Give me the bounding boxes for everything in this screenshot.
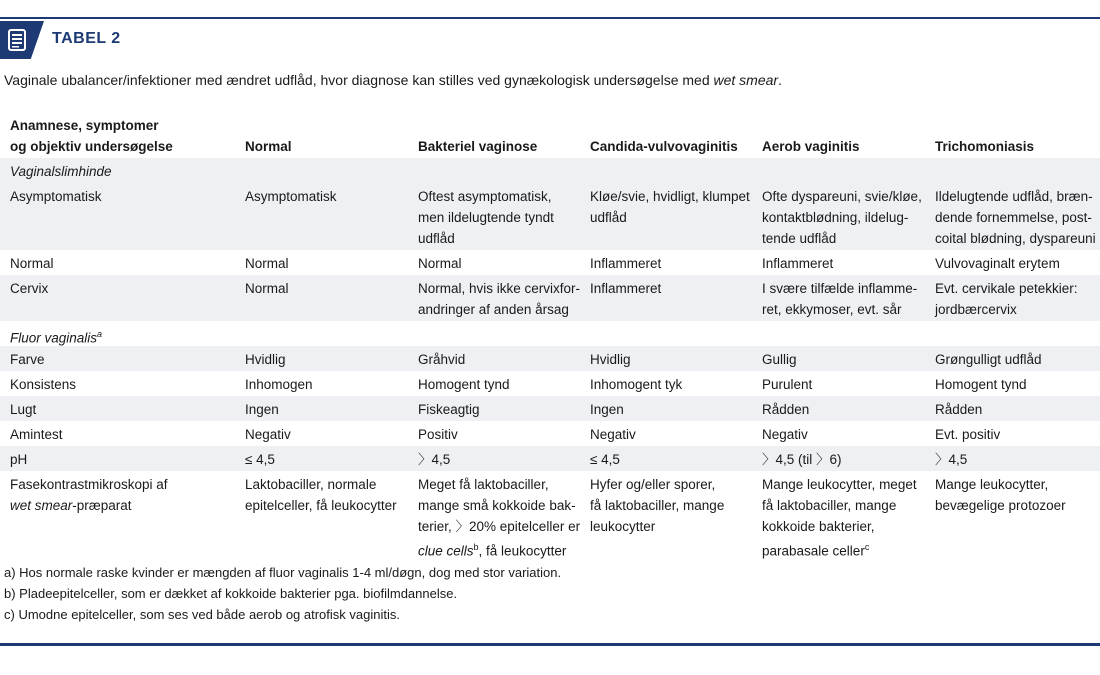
header-col-normal: Normal xyxy=(245,139,292,154)
cell xyxy=(590,471,755,537)
table-row-asymptomatisk xyxy=(0,183,1100,250)
section-label: Vaginalslimhinde xyxy=(10,164,112,179)
cell: Vulvovaginalt erytem xyxy=(935,256,1060,271)
table-row-ph xyxy=(0,446,1100,471)
section-label-text: Fluor vaginalis xyxy=(10,330,98,346)
cell-line: Mange leukocytter, meget xyxy=(762,477,917,492)
top-rule xyxy=(0,17,1100,19)
cell: Ingen xyxy=(590,402,624,417)
cell: 〉4,5 (til 〉6) xyxy=(762,452,842,467)
cell-line: Ildelugtende udflåd, bræn- xyxy=(935,189,1093,204)
footnote-marker: a xyxy=(97,329,103,339)
cell xyxy=(762,471,927,562)
header-col-anamnese-line: og objektiv undersøgelse xyxy=(10,139,173,154)
footnote-marker: c xyxy=(864,542,870,552)
row-label: Normal xyxy=(10,256,54,271)
cell-line: Evt. cervikale petekkier: xyxy=(935,281,1078,296)
document-list-icon xyxy=(0,21,44,59)
cell: Grøngulligt udflåd xyxy=(935,352,1042,367)
row-label xyxy=(10,471,235,516)
cell-line xyxy=(418,537,583,562)
header-col-candida: Candida-vulvovaginitis xyxy=(590,139,738,154)
footnotes xyxy=(4,562,561,625)
text: , få leukocytter xyxy=(478,543,567,559)
cell: Negativ xyxy=(245,427,291,442)
header-col-bv: Bakteriel vaginose xyxy=(418,139,538,154)
cell: Homogent tynd xyxy=(935,377,1027,392)
table-header-bar xyxy=(0,21,1100,59)
text: parabasale celler xyxy=(762,543,865,559)
row-label: Cervix xyxy=(10,281,49,296)
section-row-vaginalslimhinde xyxy=(0,158,1100,183)
cell-line: Kløe/svie, hvidligt, klumpet xyxy=(590,189,750,204)
cell: Fiskeagtig xyxy=(418,402,480,417)
caption-text: Vaginale ubalancer/infektioner med ændret udflåd, hvor diagnose kan stilles ved gynækologisk undersøgelse med xyxy=(4,72,714,88)
cell: Negativ xyxy=(762,427,808,442)
header-col-trich: Trichomoniasis xyxy=(935,139,1035,154)
cell: 〉4,5 xyxy=(418,452,451,467)
cell: Purulent xyxy=(762,377,813,392)
cell-line: leukocytter xyxy=(590,519,656,534)
text: -præparat xyxy=(72,498,132,513)
cell: Inflammeret xyxy=(762,256,834,271)
cell xyxy=(935,471,1100,516)
cell-line: mange små kokkoide bak- xyxy=(418,498,576,513)
cell xyxy=(935,275,1100,320)
footnote-a: a) Hos normale raske kvinder er mængden af fluor vaginalis 1-4 ml/døgn, dog med stor variation. xyxy=(4,565,562,580)
cell: Negativ xyxy=(590,427,636,442)
table-title: TABEL 2 xyxy=(52,30,121,47)
cell-line: Ofte dyspareuni, svie/kløe, xyxy=(762,189,922,204)
cell-line: få laktobaciller, mange xyxy=(590,498,725,513)
cell: Evt. positiv xyxy=(935,427,1001,442)
row-label-line xyxy=(10,495,235,516)
section-label xyxy=(10,321,235,349)
bottom-rule xyxy=(0,643,1100,646)
cell: Ingen xyxy=(245,402,279,417)
cell: ≤ 4,5 xyxy=(590,452,620,467)
cell-line: Laktobaciller, normale xyxy=(245,477,377,492)
cell-line: udflåd xyxy=(590,210,627,225)
cell: Inhomogent tyk xyxy=(590,377,683,392)
row-label: Asymptomatisk xyxy=(10,189,102,204)
cell xyxy=(245,471,410,516)
table-row-normal xyxy=(0,250,1100,275)
italic-text: wet smear xyxy=(10,498,73,513)
cell xyxy=(418,471,583,562)
cell xyxy=(418,275,583,320)
table-header-row xyxy=(0,112,1100,158)
table-row-amintest xyxy=(0,421,1100,446)
cell: Gullig xyxy=(762,352,797,367)
table-row-lugt xyxy=(0,396,1100,421)
cell: Inflammeret xyxy=(590,256,662,271)
caption-end: . xyxy=(778,72,782,88)
table-row-konsistens xyxy=(0,371,1100,396)
table-row-farve xyxy=(0,346,1100,371)
cell: Normal xyxy=(418,256,462,271)
cell-line: kokkoide bakterier, xyxy=(762,519,875,534)
cell: Hvidlig xyxy=(590,352,631,367)
cell-line: ret, ekkymoser, evt. sår xyxy=(762,302,902,317)
cell xyxy=(418,183,583,249)
cell-line: Normal, hvis ikke cervixfor- xyxy=(418,281,581,296)
section-row-fluor xyxy=(0,321,1100,346)
cell: Hvidlig xyxy=(245,352,286,367)
row-label: pH xyxy=(10,452,28,467)
cell xyxy=(590,183,755,228)
cell-line: terier, 〉20% epitelceller er xyxy=(418,519,581,534)
header-col-anamnese-line: Anamnese, symptomer xyxy=(10,118,159,133)
table-caption xyxy=(4,72,1094,88)
cell xyxy=(762,183,927,249)
footnote-marker: b xyxy=(473,542,479,552)
cell-line: men ildelugtende tyndt xyxy=(418,210,554,225)
data-table xyxy=(0,112,1100,560)
cell-line: epitelceller, få leukocytter xyxy=(245,498,397,513)
cell: Homogent tynd xyxy=(418,377,510,392)
row-label: Lugt xyxy=(10,402,37,417)
cell-line xyxy=(762,537,927,562)
cell-line: coital blødning, dyspareuni xyxy=(935,231,1096,246)
row-label: Amintest xyxy=(10,427,63,442)
footnote-b: b) Pladeepitelceller, som er dækket af kokkoide bakterier pga. biofilmdannelse. xyxy=(4,586,458,601)
cell-line: Hyfer og/eller sporer, xyxy=(590,477,716,492)
cell-line: Meget få laktobaciller, xyxy=(418,477,549,492)
cell: Normal xyxy=(245,256,289,271)
header-col-anamnese xyxy=(10,112,235,157)
cell: Gråhvid xyxy=(418,352,466,367)
caption-italic: wet smear xyxy=(713,72,779,88)
cell xyxy=(762,275,927,320)
cell-line: dende fornemmelse, post- xyxy=(935,210,1092,225)
cell-line: I svære tilfælde inflamme- xyxy=(762,281,918,296)
cell: Positiv xyxy=(418,427,458,442)
header-col-aerob: Aerob vaginitis xyxy=(762,139,860,154)
cell: ≤ 4,5 xyxy=(245,452,275,467)
cell-line: andringer af anden årsag xyxy=(418,302,569,317)
cell-line: tende udflåd xyxy=(762,231,837,246)
cell: Rådden xyxy=(935,402,983,417)
cell-line: få laktobaciller, mange xyxy=(762,498,897,513)
table-row-cervix xyxy=(0,275,1100,321)
table-row-fasekontrast xyxy=(0,471,1100,560)
cell: Asymptomatisk xyxy=(245,189,337,204)
cell: Inflammeret xyxy=(590,281,662,296)
cell: Rådden xyxy=(762,402,810,417)
cell: Normal xyxy=(245,281,289,296)
cell xyxy=(935,183,1100,249)
row-label: Konsistens xyxy=(10,377,77,392)
cell: 〉4,5 xyxy=(935,452,968,467)
row-label: Farve xyxy=(10,352,45,367)
cell: Inhomogen xyxy=(245,377,313,392)
cell-line: Mange leukocytter, xyxy=(935,477,1049,492)
cell-line: jordbærcervix xyxy=(935,302,1017,317)
row-label-line: Fasekontrastmikroskopi af xyxy=(10,477,168,492)
cell-line: kontaktblødning, ildelug- xyxy=(762,210,909,225)
italic-text: clue cells xyxy=(418,543,474,559)
cell-line: bevægelige protozoer xyxy=(935,498,1066,513)
cell-line: udflåd xyxy=(418,231,455,246)
cell-line: Oftest asymptomatisk, xyxy=(418,189,552,204)
footnote-c: c) Umodne epitelceller, som ses ved både aerob og atrofisk vaginitis. xyxy=(4,607,400,622)
